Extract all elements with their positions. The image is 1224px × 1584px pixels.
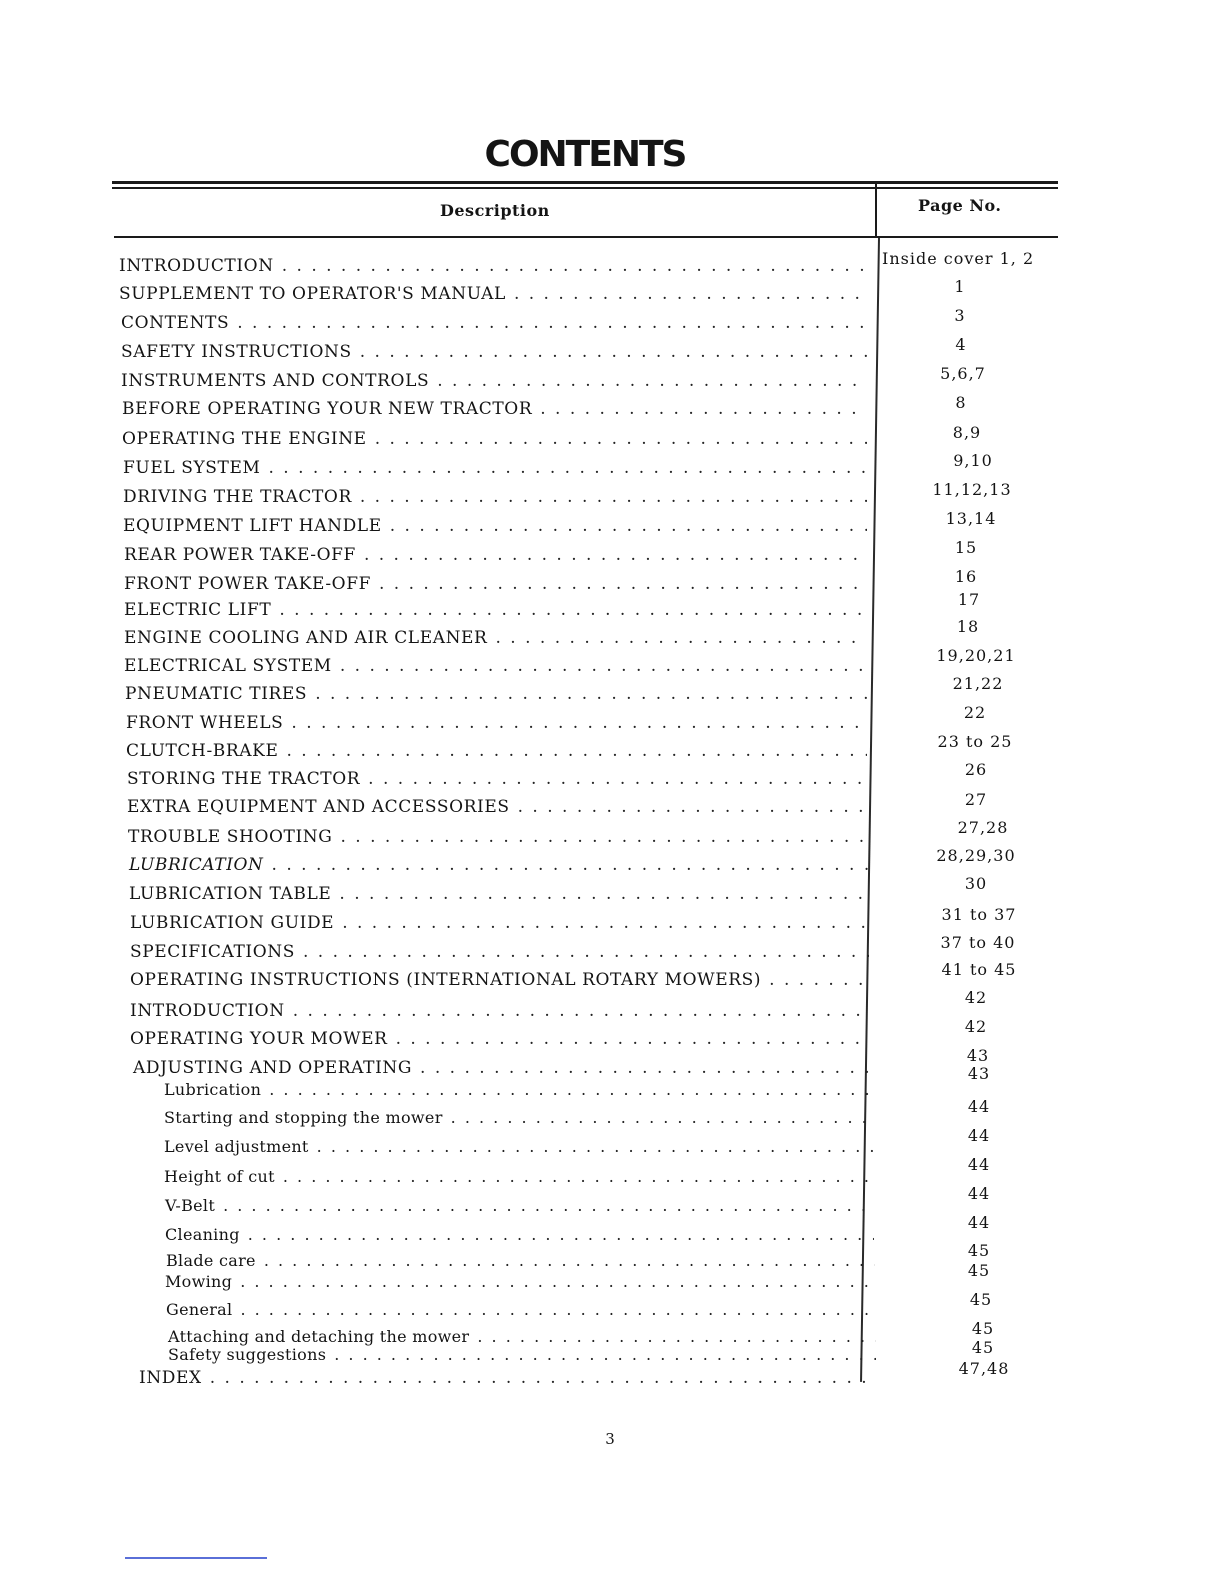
toc-entry-storing-the-tractor[interactable]: STORING THE TRACTOR . . . (127, 769, 867, 791)
toc-entry-electric-lift[interactable]: ELECTRIC LIFT . . . (124, 600, 867, 622)
toc-entry-specifications[interactable]: SPECIFICATIONS . . . (130, 942, 869, 964)
toc-entry-front-wheels[interactable]: FRONT WHEELS . . . (126, 713, 867, 735)
toc-entry-mower-introduction[interactable]: INTRODUCTION . . . (130, 1001, 870, 1023)
toc-subentry-safety-suggestions[interactable]: Safety suggestions . . . (168, 1345, 876, 1367)
toc-entry-index[interactable]: INDEX . . . (139, 1368, 877, 1390)
page-number: 17 (957, 590, 981, 609)
page-number: 42 (964, 988, 988, 1007)
page-number: 30 (964, 874, 988, 893)
toc-entry-electrical-system[interactable]: ELECTRICAL SYSTEM . . . (124, 656, 867, 678)
toc-subentry-blade-care[interactable]: Blade care . . . (166, 1251, 875, 1273)
page-number: Inside cover 1, 2 (882, 249, 1035, 268)
top-double-rule (112, 181, 1058, 184)
page-number: 44 (967, 1097, 991, 1116)
page-number: 1 (954, 277, 966, 296)
page-number: 37 to 40 (940, 933, 1016, 952)
page-number: 44 (967, 1126, 991, 1145)
page-number: 44 (967, 1184, 991, 1203)
toc-entry-equipment-lift-handle[interactable]: EQUIPMENT LIFT HANDLE . . . (123, 516, 867, 538)
description-column-header: Description (440, 201, 550, 220)
toc-entry-lubrication[interactable]: LUBRICATION . . . (129, 855, 868, 877)
toc-entry-front-power-take-off[interactable]: FRONT POWER TAKE-OFF . . . (124, 574, 867, 596)
page-number: 9,10 (953, 451, 993, 470)
toc-entry-adjusting-and-operating[interactable]: ADJUSTING AND OPERATING . . . (133, 1058, 871, 1080)
page-number: 43 (966, 1046, 990, 1065)
header-column-divider (875, 184, 877, 238)
page-number: 47,48 (958, 1359, 1010, 1378)
toc-entry-extra-equipment[interactable]: EXTRA EQUIPMENT AND ACCESSORIES . . . (127, 797, 868, 819)
toc-subentry-height-of-cut[interactable]: Height of cut . . . (164, 1167, 873, 1189)
page-number: 45 (967, 1241, 991, 1260)
top-double-rule-lower (112, 187, 1058, 189)
toc-subentry-attaching-and-detaching[interactable]: Attaching and detaching the mower . . . (168, 1327, 876, 1349)
page-number: 8 (955, 393, 967, 412)
toc-entry-safety-instructions[interactable]: SAFETY INSTRUCTIONS . . . (121, 342, 867, 364)
toc-entry-fuel-system[interactable]: FUEL SYSTEM . . . (123, 458, 867, 480)
page-number: 5,6,7 (940, 364, 986, 383)
page-number: 18 (956, 617, 980, 636)
page-number: 8,9 (952, 423, 982, 442)
toc-entry-clutch-brake[interactable]: CLUTCH-BRAKE . . . (126, 741, 867, 763)
page-number: 45 (971, 1319, 995, 1338)
toc-entry-operating-the-engine[interactable]: OPERATING THE ENGINE . . . (122, 429, 867, 451)
page-number: 3 (954, 306, 966, 325)
page-number: 41 to 45 (941, 960, 1017, 979)
page-number: 22 (963, 703, 987, 722)
toc-entry-operating-your-mower[interactable]: OPERATING YOUR MOWER . . . (130, 1029, 870, 1051)
toc-entry-introduction[interactable]: INTRODUCTION . . . (119, 256, 867, 278)
toc-entry-contents[interactable]: CONTENTS . . . (121, 313, 867, 335)
page-number: 44 (967, 1155, 991, 1174)
page-number: 4 (955, 335, 967, 354)
page-number: 45 (971, 1338, 995, 1357)
toc-entry-operating-instructions-mowers[interactable]: OPERATING INSTRUCTIONS (INTERNATIONAL ROTARY MOWERS) . . . (130, 970, 870, 992)
toc-entry-engine-cooling[interactable]: ENGINE COOLING AND AIR CLEANER . . . (124, 628, 867, 650)
toc-entry-lubrication-table[interactable]: LUBRICATION TABLE . . . (129, 884, 869, 906)
toc-subentry-lubrication[interactable]: Lubrication . . . (164, 1080, 872, 1102)
toc-entry-rear-power-take-off[interactable]: REAR POWER TAKE-OFF . . . (124, 545, 867, 567)
toc-subentry-mowing[interactable]: Mowing . . . (165, 1272, 875, 1294)
page-title: CONTENTS (484, 134, 686, 175)
page-number: 11,12,13 (932, 480, 1012, 499)
toc-subentry-v-belt[interactable]: V-Belt . . . (165, 1196, 874, 1218)
page-number: 43 (967, 1064, 991, 1083)
page-number: 13,14 (945, 509, 997, 528)
page-number: 28,29,30 (936, 846, 1016, 865)
toc-entry-supplement[interactable]: SUPPLEMENT TO OPERATOR'S MANUAL . . . (119, 284, 867, 306)
page-number: 45 (967, 1261, 991, 1280)
page-number: 42 (964, 1017, 988, 1036)
page-number-column-header: Page No. (918, 196, 1002, 215)
toc-entry-instruments-and-controls[interactable]: INSTRUMENTS AND CONTROLS . . . (121, 371, 867, 393)
page-number: 26 (964, 760, 988, 779)
page-number: 21,22 (952, 674, 1004, 693)
toc-subentry-cleaning[interactable]: Cleaning . . . (165, 1225, 874, 1247)
page-number: 19,20,21 (936, 646, 1016, 665)
toc-subentry-general[interactable]: General . . . (166, 1300, 875, 1322)
page-number: 15 (954, 538, 978, 557)
toc-entry-trouble-shooting[interactable]: TROUBLE SHOOTING . . . (128, 827, 868, 849)
page-number: 45 (969, 1290, 993, 1309)
page-number: 44 (967, 1213, 991, 1232)
toc-entry-pneumatic-tires[interactable]: PNEUMATIC TIRES . . . (125, 684, 867, 706)
footer-page-number: 3 (605, 1430, 615, 1448)
header-bottom-rule (114, 236, 1058, 238)
toc-subentry-level-adjustment[interactable]: Level adjustment . . . (164, 1137, 873, 1159)
page-number: 16 (954, 567, 978, 586)
page-number: 27 (964, 790, 988, 809)
page-number: 23 to 25 (937, 732, 1013, 751)
toc-entry-before-operating[interactable]: BEFORE OPERATING YOUR NEW TRACTOR . . . (122, 399, 867, 421)
toc-entry-driving-the-tractor[interactable]: DRIVING THE TRACTOR . . . (123, 487, 867, 509)
page-number: 31 to 37 (941, 905, 1017, 924)
page-number: 27,28 (957, 818, 1009, 837)
toc-subentry-starting-and-stopping[interactable]: Starting and stopping the mower . . . (164, 1108, 872, 1130)
toc-entry-lubrication-guide[interactable]: LUBRICATION GUIDE . . . (130, 913, 869, 935)
footer-divider-line (125, 1557, 267, 1559)
